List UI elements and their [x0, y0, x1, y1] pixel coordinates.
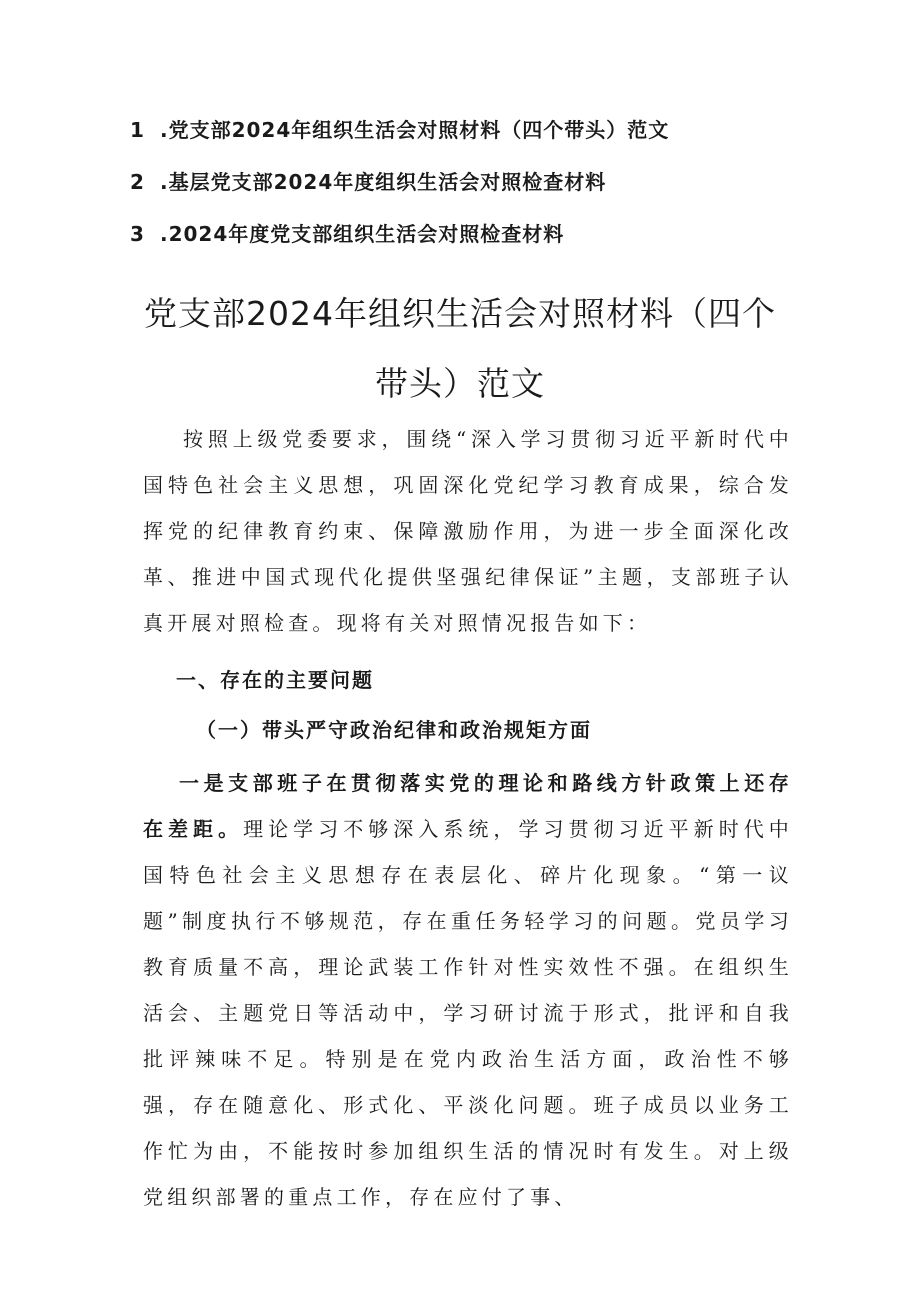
toc-text: .2024年度党支部组织生活会对照检查材料 [160, 222, 565, 246]
section-heading: 一、存在的主要问题 [176, 668, 374, 692]
toc-item-2[interactable] [130, 164, 850, 216]
toc-item-1[interactable] [130, 112, 850, 164]
body-paragraph [143, 760, 793, 1220]
intro-paragraph: 按照上级党委要求，围绕“深入学习贯彻习近平新时代中国特色社会主义思想，巩固深化党纪学习教育成果，综合发挥党的纪律教育约束、保障激励作用，为进一步全面深化改革、推进中国式现代化提供坚强纪律保证”主题，支部班子认真开展对照检查。现将有关对照情况报告如下： [143, 427, 793, 635]
toc-text: .基层党支部2024年度组织生活会对照检查材料 [160, 170, 607, 194]
paragraph-lead: 一是支部班子在贯彻落实党的理论和路线方针政策上还存在差距。 [143, 771, 793, 841]
paragraph-body: 理论学习不够深入系统，学习贯彻习近平新时代中国特色社会主义思想存在表层化、碎片化现象。“第一议题”制度执行不够规范，存在重任务轻学习的问题。党员学习教育质量不高，理论武装工作针对性实效性不强。在组织生活会、主题党日等活动中，学习研讨流于形式，批评和自我批评辣味不足。特别是在党内政治生活方面，政治性不够强，存在随意化、形式化、平淡化问题。班子成员以业务工作忙为由，不能按时参加组织生活的情况时有发生。对上级党组织部署的重点工作，存在应付了事、 [143, 817, 793, 1209]
toc-number: 3 [130, 222, 145, 246]
toc-text: .党支部2024年组织生活会对照材料（四个带头）范文 [160, 118, 670, 142]
subsection-heading: （一）带头严守政治纪律和政治规矩方面 [196, 718, 592, 742]
toc-number: 2 [130, 170, 145, 194]
table-of-contents [130, 112, 850, 268]
toc-number: 1 [130, 118, 145, 142]
toc-item-3[interactable] [130, 216, 850, 268]
document-title-line-2: 带头）范文 [375, 364, 545, 403]
document-title-line-1: 党支部2024年组织生活会对照材料（四个 [144, 294, 776, 333]
